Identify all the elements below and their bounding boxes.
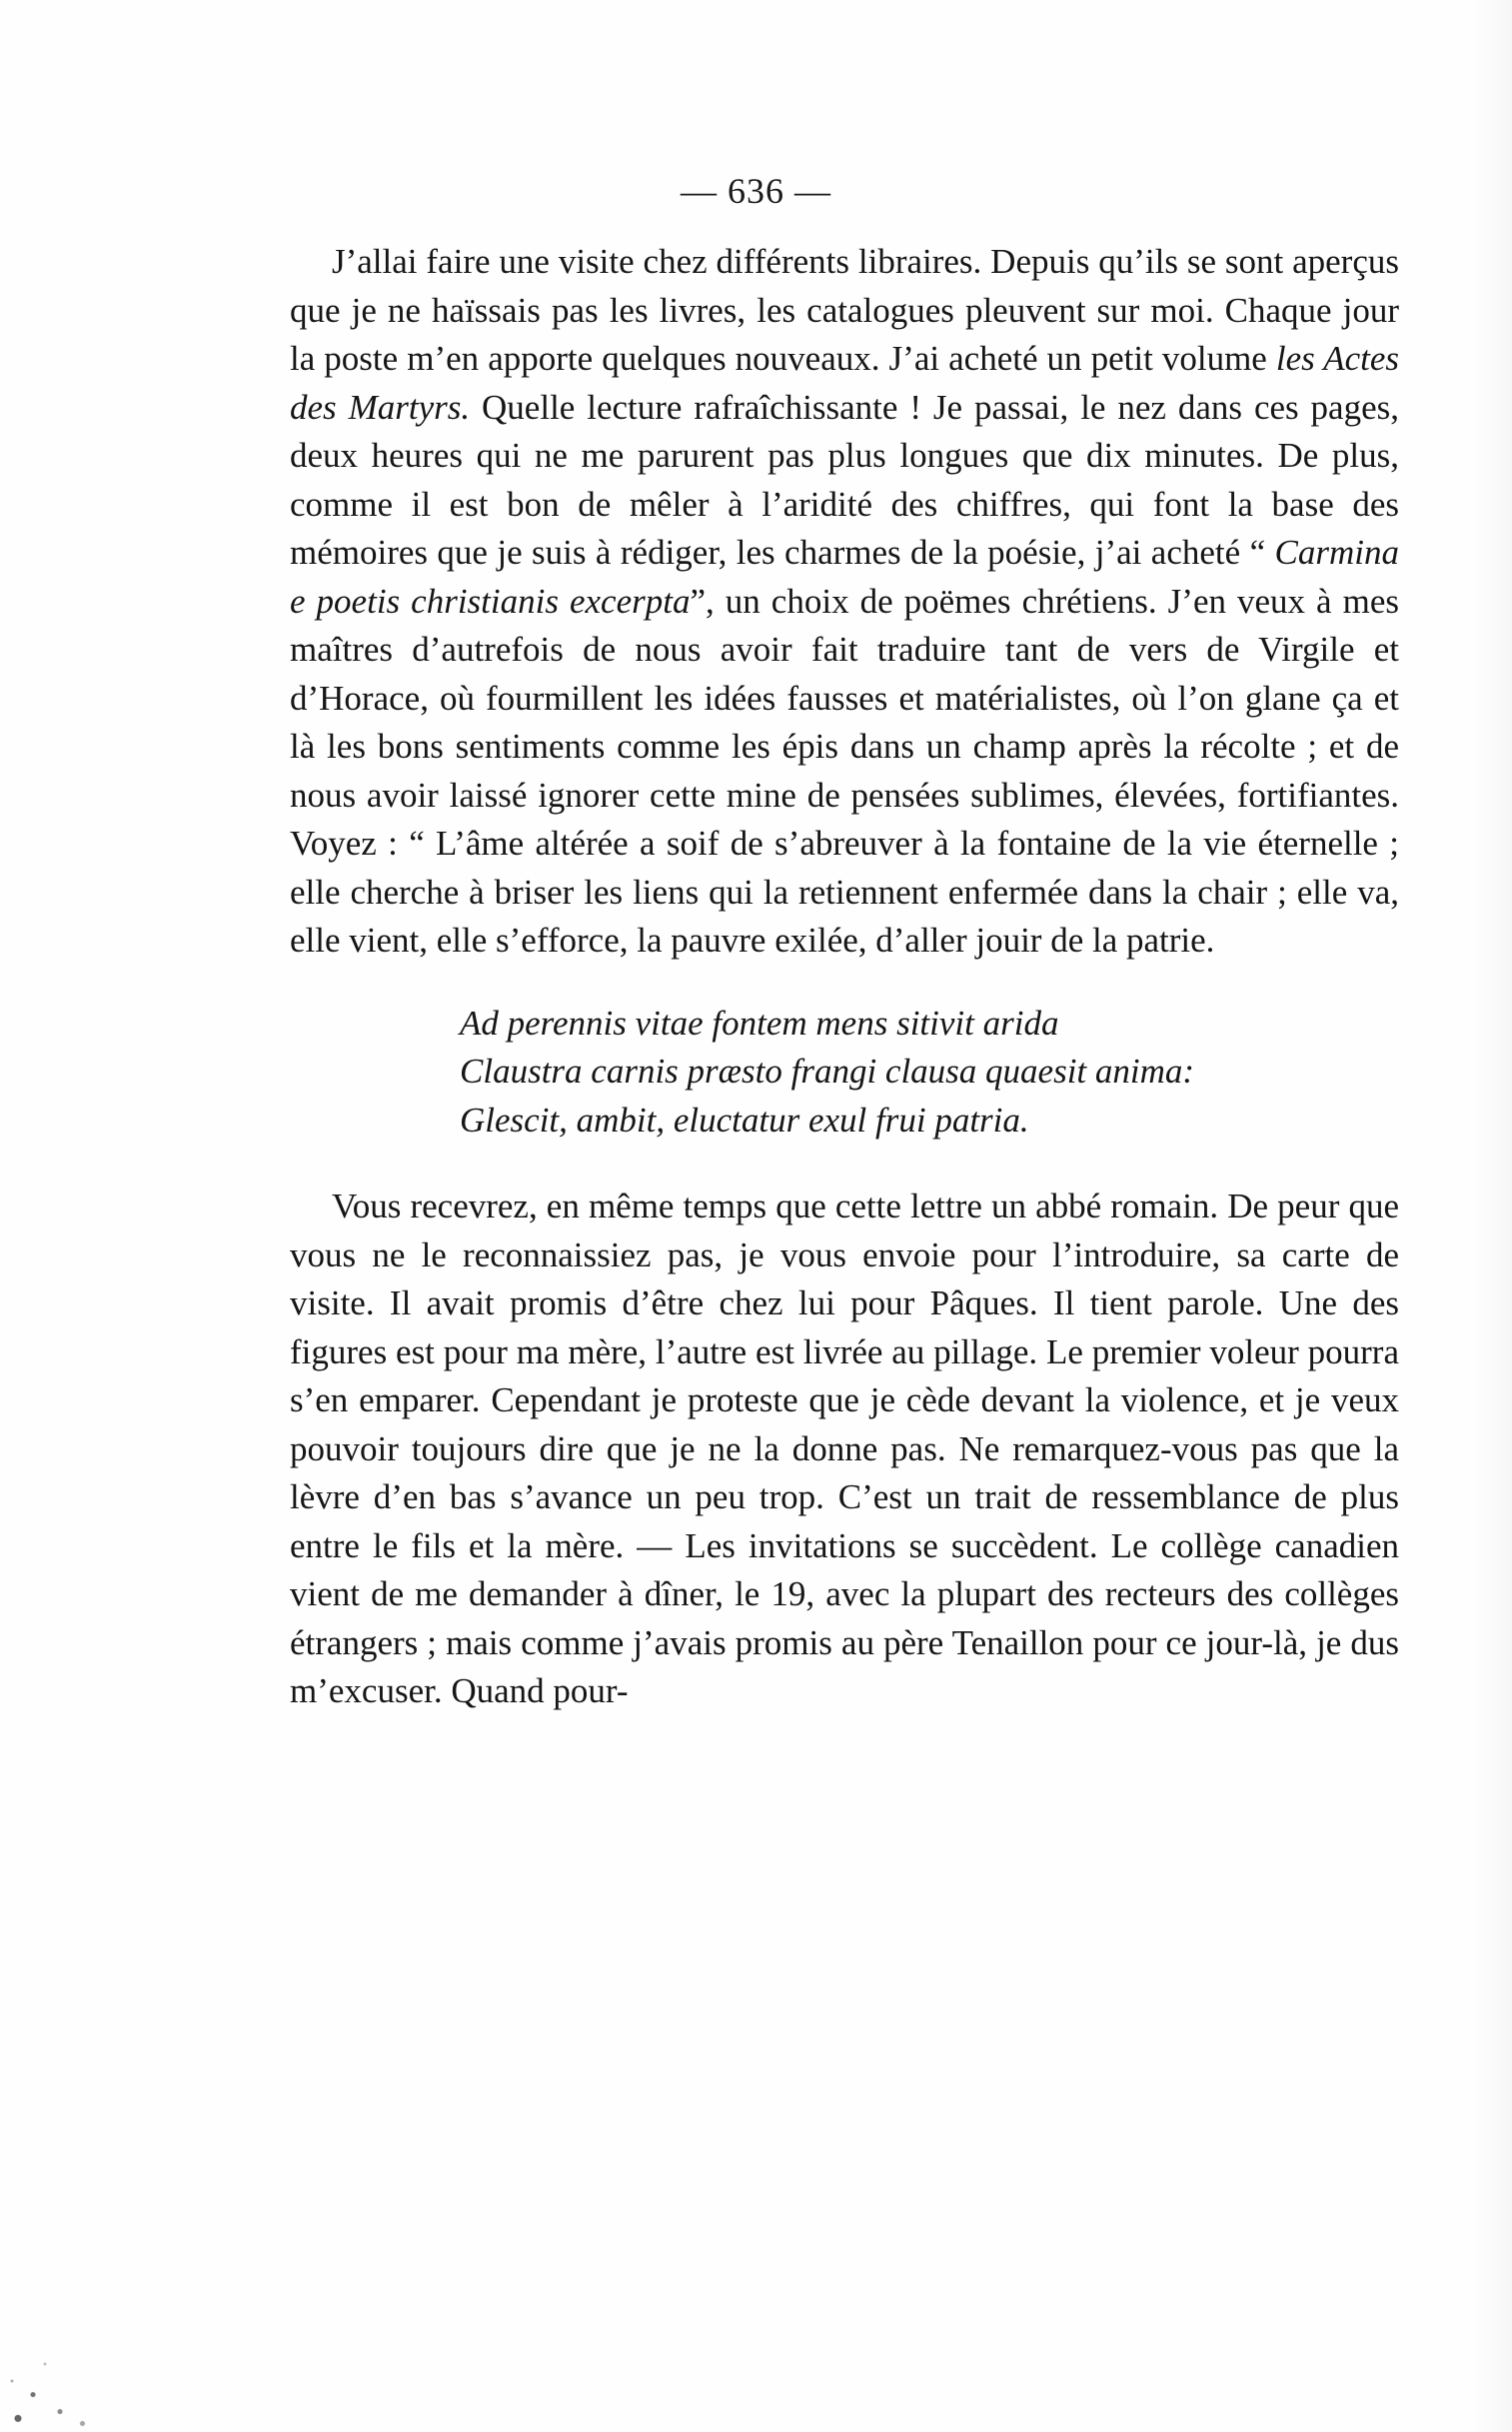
page-number: — 636 — — [681, 171, 831, 211]
book-title-carmina: Carmina e poetis christianis excerpta — [290, 533, 1399, 621]
paragraph-2: Vous recevrez, en même temps que cette lettre un abbé romain. De peur que vous ne le reconnaissiez pas, je vous envoie pour l’introduire, sa carte de visite. Il avait promis d’être chez lui pour Pâques. Il tient parole. Une des figures est pour ma mère, l’autre est livrée au pillage. Le premier voleur pourra s’en emparer. Cependant je proteste que je cède devant la violence, et je veux pouvoir toujours dire que je ne la donne pas. Ne remarquez-vous pas que la lèvre d’en bas s’avance un peu trop. C’est un trait de ressemblance de plus entre le fils et la mère. — Les invitations se succèdent. Le collège canadien vient de me demander à dîner, le 19, avec la plupart des recteurs des collèges étrangers ; mais comme j’avais promis au père Tenaillon pour ce jour-là, je dus m’excuser. Quand pour- — [290, 1187, 1399, 1710]
page-body — [290, 238, 1399, 1716]
latin-quotation — [460, 1000, 1399, 1146]
paragraph-1-part-2: Quelle lecture rafraîchissante ! Je passai, le nez dans ces pages, deux heures qui ne me parurent pas plus longues que dix minutes. De plus, comme il est bon de mêler à l’aridité des chiffres, qui font la base des mémoires que je suis à rédiger, les charmes de la poésie, j’ai acheté “ — [290, 387, 1399, 572]
paragraph-1-part-1: J’allai faire une visite chez différents libraires. Depuis qu’ils se sont aperçus que je ne haïssais pas les livres, les catalogues pleuvent sur moi. Chaque jour la poste m’en apporte quelques nouveaux. J’ai acheté un petit volume — [290, 242, 1399, 378]
quote-line-3: Glescit, ambit, eluctatur exul frui patria. — [460, 1100, 1029, 1140]
paragraph-1 — [290, 238, 1399, 966]
book-title-actes-des-martyrs: les Actes des Martyrs. — [290, 339, 1399, 427]
page-edge-shading — [1472, 0, 1512, 2432]
corner-ink-speckle — [0, 2262, 150, 2432]
quote-line-2: Claustra carnis præsto frangi clausa quaesit anima: — [460, 1052, 1195, 1091]
quote-line-1: Ad perennis vitae fontem mens sitivit arida — [460, 1003, 1059, 1043]
paragraph-1-part-3: ”, un choix de poëmes chrétiens. J’en veux à mes maîtres d’autrefois de nous avoir fait traduire tant de vers de Virgile et d’Horace, où fourmillent les idées fausses et matérialistes, où l’on glane ça et là les bons sentiments comme les épis dans un champ après la récolte ; et de nous avoir laissé ignorer cette mine de pensées sublimes, élevées, fortifiantes. Voyez : “ L’âme altérée a soif de s’abreuver à la fontaine de la vie éternelle ; elle cherche à briser les liens qui la retiennent enfermée dans la chair ; elle va, elle vient, elle s’efforce, la pauvre exilée, d’aller jouir de la patrie. — [290, 581, 1399, 960]
